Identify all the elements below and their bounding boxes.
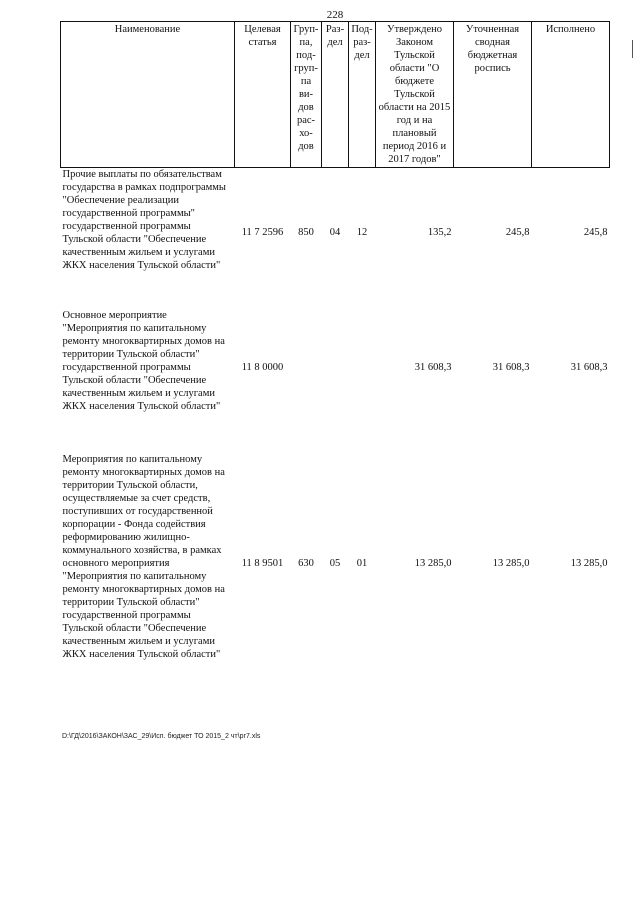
- header-group: Груп-па, под-груп-па ви-дов рас-хо-дов: [291, 22, 322, 168]
- header-executed: Исполнено: [532, 22, 610, 168]
- row-executed: [532, 453, 610, 693]
- row-subsection-value: 01: [356, 557, 368, 569]
- row-group-value: 630: [298, 557, 314, 569]
- header-target: Целевая статья: [235, 22, 291, 168]
- row-executed-value: 31 608,3: [570, 361, 608, 373]
- table-row: [61, 168, 610, 309]
- row-group: [291, 168, 322, 309]
- row-name: Мероприятия по капитальному ремонту многоквартирных домов на территории Тульской области, осуществляемые за счет средств, поступивших от государственной корпорации - Фонда содействия реформированию жилищно-коммунального хозяйства, в рамках основного мероприятия "Мероприятия по капитальному ремонту многоквартирных домов на территории Тульской области" государственной программы Тульской области "Обеспечение качественным жильем и услугами ЖКХ населения Тульской области": [62, 453, 225, 660]
- row-section-value: 04: [329, 227, 341, 238]
- table-row: [61, 453, 610, 693]
- row-approved-value: 31 608,3: [414, 361, 452, 373]
- row-approved-value: 13 285,0: [414, 557, 452, 569]
- row-refined-value: 245,8: [505, 227, 530, 238]
- row-approved-value: 135,2: [427, 227, 452, 238]
- row-approved: [376, 168, 454, 309]
- header-row: [61, 22, 610, 168]
- row-refined-value: 31 608,3: [492, 361, 530, 373]
- row-refined: [454, 309, 532, 453]
- row-group: [291, 453, 322, 693]
- row-target: [235, 309, 291, 453]
- row-executed-value: 13 285,0: [570, 557, 608, 569]
- row-target: [235, 168, 291, 309]
- row-section: [322, 453, 349, 693]
- row-group: [291, 309, 322, 453]
- row-subsection-value: 12: [356, 227, 368, 238]
- edge-scan-mark: [632, 40, 636, 58]
- row-executed: [532, 168, 610, 309]
- row-subsection: [349, 168, 376, 309]
- row-target: [235, 453, 291, 693]
- row-executed-value: 245,8: [583, 227, 608, 238]
- budget-table: [60, 21, 610, 693]
- row-subsection: [349, 453, 376, 693]
- header-refined: Уточненная сводная бюджетная роспись: [454, 22, 532, 168]
- row-approved: [376, 309, 454, 453]
- table-row: [61, 309, 610, 453]
- row-name: Основное мероприятие "Мероприятия по капитальному ремонту многоквартирных домов на территории Тульской области" государственной программы Тульской области "Обеспечение качественным жильем и услугами ЖКХ населения Тульской области": [62, 309, 225, 412]
- page-number: 228: [326, 9, 344, 21]
- row-approved: [376, 453, 454, 693]
- row-target-value: 11 7 2596: [241, 227, 284, 238]
- header-name: Наименование: [61, 22, 235, 168]
- row-section: [322, 309, 349, 453]
- row-target-value: 11 8 9501: [241, 557, 284, 569]
- header-subsection: Под-раз-дел: [349, 22, 376, 168]
- header-section: Раз-дел: [322, 22, 349, 168]
- row-subsection: [349, 309, 376, 453]
- row-refined: [454, 453, 532, 693]
- row-name: Прочие выплаты по обязательствам государства в рамках подпрограммы "Обеспечение реализации государственной программы" государственной программы Тульской области "Обеспечение качественным жильем и услугами ЖКХ населения Тульской области": [62, 169, 226, 271]
- footer-file-path: D:\ГД\2016\ЗАКОН\ЗАС_29\Исп. бюджет ТО 2015_2 чт\рг7.xls: [62, 733, 261, 740]
- row-target-value: 11 8 0000: [241, 361, 284, 373]
- header-approved: Утверждено Законом Тульской области "О бюджете Тульской области на 2015 год и на плановый период 2016 и 2017 годов": [376, 22, 454, 168]
- row-refined: [454, 168, 532, 309]
- row-refined-value: 13 285,0: [492, 557, 530, 569]
- row-section: [322, 168, 349, 309]
- row-group-value: 850: [298, 227, 314, 238]
- row-executed: [532, 309, 610, 453]
- row-section-value: 05: [329, 557, 341, 569]
